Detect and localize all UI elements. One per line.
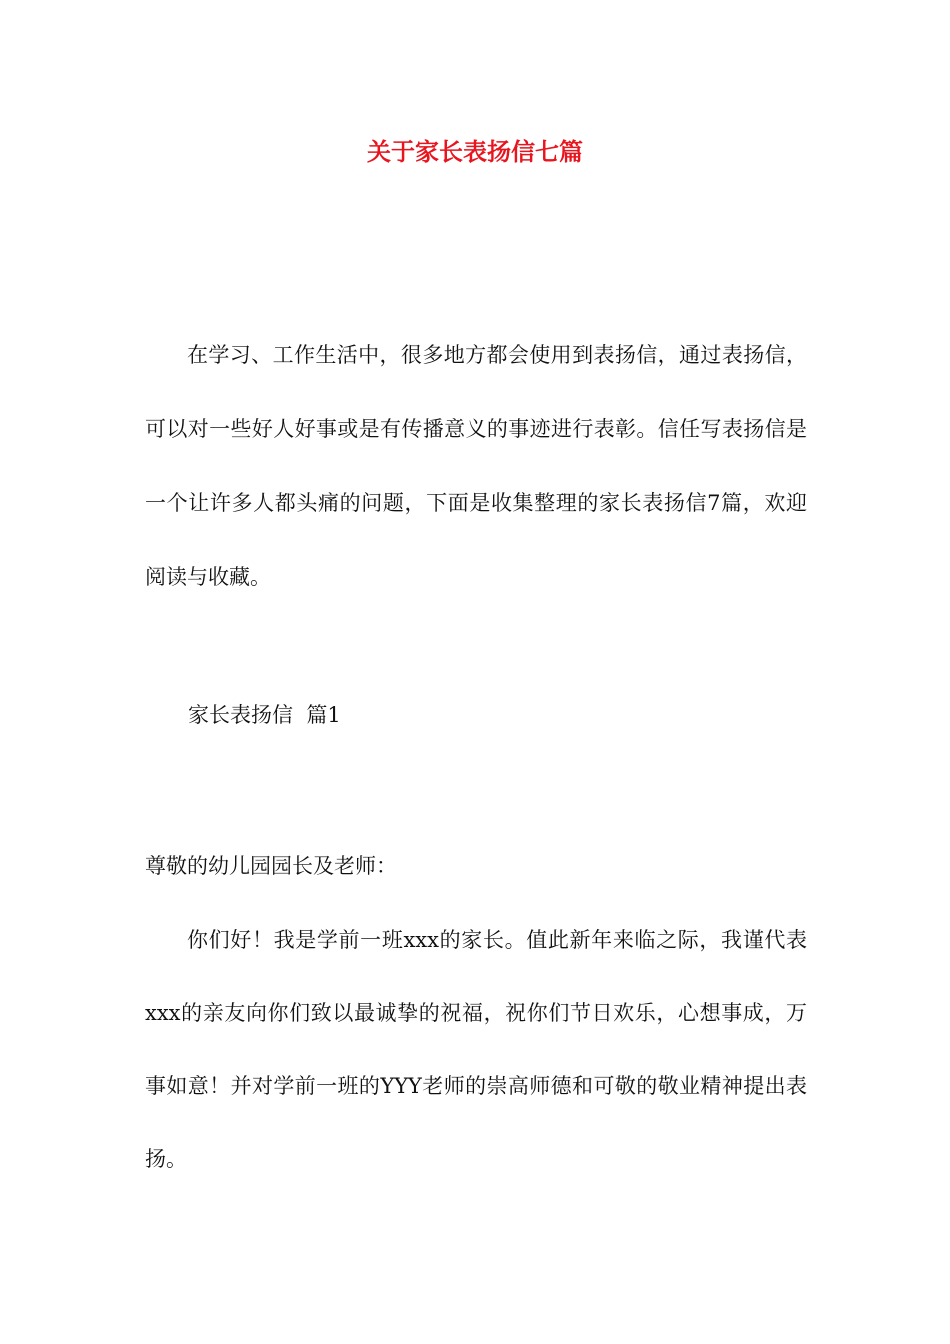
letter-body-paragraph: 你们好！我是学前一班xxx的家长。值此新年来临之际，我谨代表xxx的亲友向你们致以最诚挚的祝福，祝你们节日欢乐，心想事成，万事如意！并对学前一班的YYY老师的崇高师德和可敬的敬业精神提出表扬。 <box>145 928 807 1171</box>
section-heading: 家长表扬信 篇1 <box>188 703 341 727</box>
intro-paragraph: 在学习、工作生活中，很多地方都会使用到表扬信，通过表扬信，可以对一些好人好事或是有传播意义的事迹进行表彰。信任写表扬信是一个让许多人都头痛的问题，下面是收集整理的家长表扬信7篇，欢迎阅读与收藏。 <box>145 343 807 589</box>
letter-salutation: 尊敬的幼儿园园长及老师： <box>145 854 397 878</box>
document-title: 关于家长表扬信七篇 <box>367 137 583 166</box>
